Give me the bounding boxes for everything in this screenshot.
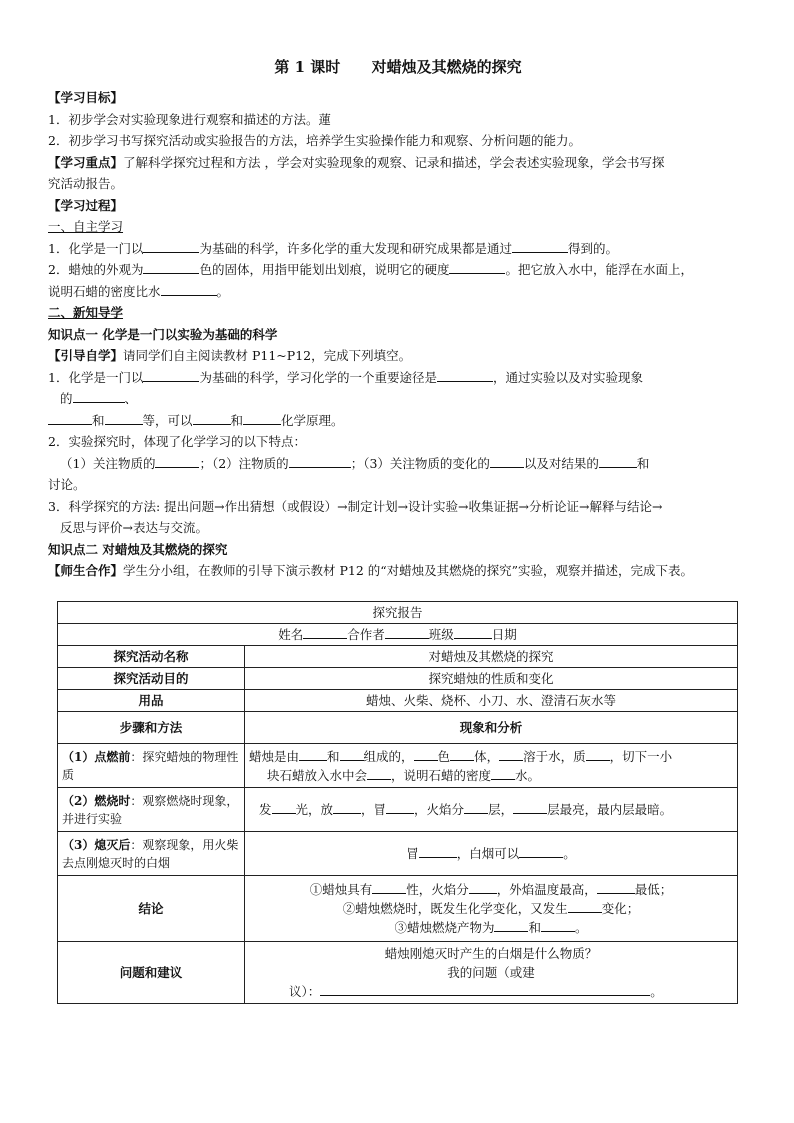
period: 。: [650, 984, 663, 999]
p2-text-d: 以及对结果的: [523, 455, 599, 471]
conc-text: ①蜡烛具有: [309, 882, 373, 897]
q2-text-a: 2．蜡烛的外观为: [48, 262, 144, 277]
activity-name-label: 探究活动名称: [58, 646, 245, 668]
answer-blank[interactable]: [386, 800, 414, 814]
answer-blank[interactable]: [105, 411, 143, 425]
obs-text: 光，放: [295, 802, 334, 817]
p2-text-b: ；（2）注物质的: [199, 455, 289, 471]
report-info-row: [58, 624, 738, 646]
my-question-label: 我的问题（或建: [447, 965, 535, 980]
answer-blank[interactable]: [143, 239, 199, 253]
name-label: 姓名: [278, 627, 304, 642]
answer-blank[interactable]: [541, 918, 575, 932]
obs-text: ，冒: [361, 802, 387, 817]
point-1-cont: [48, 388, 748, 410]
conc-text: ②蜡烛燃烧时，既发生化学变化，又发生: [342, 901, 568, 916]
answer-blank[interactable]: [299, 747, 327, 761]
key-text-1: 了解科学探究过程和方法 ，学会对实验现象的观察、记录和描述，学会表述实验现象，学会书写探: [123, 154, 665, 170]
obs-text: 冒: [406, 846, 419, 861]
question-prompt: 蜡烛刚熄灭时产生的白烟是什么物质？: [384, 946, 598, 961]
class-blank[interactable]: [454, 625, 492, 639]
activity-purpose-value: 探究蜡烛的性质和变化: [245, 668, 738, 690]
answer-blank[interactable]: [161, 282, 217, 296]
steps-header: 步骤和方法: [58, 712, 245, 744]
point-2: 2．实验探究时，体现了化学学习的以下特点：: [48, 434, 306, 449]
section-new-knowledge: 二、新知导学: [48, 305, 124, 320]
worksheet: [48, 56, 748, 582]
inquiry-report-table: [57, 601, 738, 1004]
step-2-observation: [245, 788, 738, 832]
step-2-title: （2）燃烧时: [62, 793, 131, 808]
q2-text-e: 。: [216, 283, 230, 299]
goal-1: 1．初步学会对实验现象进行观察和描述的方法。蓮: [48, 111, 331, 127]
goal-2: 2．初步学习书写探究活动或实验报告的方法，培养学生实验操作能力和观察、分析问题的能力。: [48, 133, 581, 148]
answer-blank[interactable]: [597, 880, 635, 894]
answer-blank[interactable]: [464, 800, 488, 814]
point-2-end: 讨论。: [48, 477, 86, 492]
guide-text: 请同学们自主阅读教材 P11~P12，完成下列填空。: [123, 348, 412, 363]
obs-text: 。: [563, 846, 576, 861]
conc-text: ③蜡烛燃烧产物为: [394, 920, 495, 935]
key-label: 【学习重点】: [48, 154, 124, 170]
conc-text: ，外焰温度最高，: [496, 882, 597, 897]
step-2-text: ：观察燃烧时现象，并进行实验: [62, 793, 239, 826]
step-1-observation: [245, 744, 738, 788]
key-text-2: 究活动报告。: [48, 176, 124, 191]
answer-blank[interactable]: [367, 766, 391, 780]
answer-blank[interactable]: [414, 747, 438, 761]
p2-text-e: 和: [636, 455, 650, 471]
questions-label: 问题和建议: [58, 942, 245, 1004]
answer-blank[interactable]: [289, 454, 351, 468]
answer-blank[interactable]: [568, 899, 602, 913]
obs-text: 层，: [488, 802, 514, 817]
step-3-observation: [245, 832, 738, 876]
obs-text: ，火焰分: [414, 802, 465, 817]
obs-text: 层最亮，最内层最暗。: [547, 802, 673, 817]
obs-text: 水。: [515, 767, 541, 783]
conc-text: 最低；: [634, 882, 673, 897]
point-1: [48, 367, 748, 389]
my-question-line: [249, 982, 733, 1001]
q1-text-a: 1．化学是一门以: [48, 240, 144, 256]
answer-blank[interactable]: [512, 239, 568, 253]
obs-text: ，白烟可以: [456, 846, 520, 861]
conclusion-content: [245, 876, 738, 942]
answer-blank[interactable]: [599, 454, 637, 468]
my-question-input[interactable]: [320, 982, 650, 996]
question-1: [48, 238, 748, 260]
answer-blank[interactable]: [469, 880, 497, 894]
step-3-title: （3）熄灭后: [62, 837, 131, 852]
answer-blank[interactable]: [193, 411, 231, 425]
conc-text: 和: [528, 920, 541, 935]
activity-name-value: 对蜡烛及其燃烧的探究: [245, 646, 738, 668]
report-header: 探究报告: [58, 602, 738, 624]
p1-text-b: 为基础的科学，学习化学的一个重要途径是: [199, 369, 437, 385]
step-3-text: ：观察现象，用火柴去点刚熄灭时的白烟: [62, 837, 239, 870]
point-3: 3．科学探究的方法: 提出问题→作出猜想（或假设）→制定计划→设计实验→收集证据→分析论证→解释与结论→: [48, 498, 663, 514]
section-self-study: 一、自主学习: [48, 219, 124, 234]
step-2: [58, 788, 245, 832]
guide-label: 【引导自学】: [48, 348, 124, 363]
obs-text: 色: [437, 748, 451, 764]
point-2-items: [48, 453, 748, 475]
q1-text-b: 为基础的科学，许多化学的重大发现和研究成果都是通过: [199, 240, 512, 256]
knowledge-point-2: 知识点二 对蜡烛及其燃烧的探究: [48, 541, 228, 557]
class-label: 班级: [428, 627, 454, 642]
answer-blank[interactable]: [449, 260, 505, 274]
key-points: [48, 152, 748, 174]
my-question-label-end: 议）：: [289, 984, 321, 999]
q2-text-d: 说明石蜡的密度比水: [48, 283, 161, 299]
question-2: [48, 259, 748, 281]
answer-blank[interactable]: [513, 800, 547, 814]
obs-text: 体，: [474, 748, 500, 764]
question-2-cont: [48, 281, 748, 303]
q2-text-c: 。把它放入水中，能浮在水面上，: [505, 262, 693, 277]
answer-blank[interactable]: [499, 747, 523, 761]
questions-content: [245, 942, 738, 1004]
conclusion-label: 结论: [58, 876, 245, 942]
partner-blank[interactable]: [385, 625, 429, 639]
date-label: 日期: [491, 627, 517, 642]
teacher-student-cooperation: [48, 560, 748, 582]
p1-text-f: 和: [92, 412, 105, 428]
conc-text: 变化；: [601, 901, 640, 916]
point-3-cont: 反思与评价→表达与交流。: [60, 520, 208, 535]
p1-text-i: 化学原理。: [281, 412, 344, 428]
p1-text-g: 等，可以: [142, 412, 193, 428]
point-1-cont-2: [48, 410, 748, 432]
name-blank[interactable]: [303, 625, 347, 639]
conc-text: 。: [575, 920, 588, 935]
answer-blank[interactable]: [494, 918, 528, 932]
answer-blank[interactable]: [437, 368, 493, 382]
q1-text-c: 得到的。: [567, 240, 618, 256]
answer-blank[interactable]: [155, 454, 199, 468]
answer-blank[interactable]: [272, 800, 296, 814]
answer-blank[interactable]: [243, 411, 281, 425]
knowledge-point-1: 知识点一 化学是一门以实验为基础的科学: [48, 326, 278, 342]
obs-text: 发: [259, 802, 272, 817]
answer-blank[interactable]: [372, 880, 406, 894]
q2-text-b: 色的固体，用指甲能划出划痕，说明它的硬度: [199, 262, 450, 277]
guide-self-study: [48, 345, 748, 367]
obs-text: ，说明石蜡的密度: [391, 767, 492, 783]
materials-value: 蜡烛、火柴、烧杯、小刀、水、澄清石灰水等: [245, 690, 738, 712]
p1-text-a: 1．化学是一门以: [48, 369, 144, 385]
step-3: [58, 832, 245, 876]
p1-text-e: 、: [124, 391, 138, 406]
answer-blank[interactable]: [143, 260, 199, 274]
obs-text: 和: [327, 748, 340, 764]
conc-text: 性，火焰分: [406, 882, 469, 897]
answer-blank[interactable]: [48, 411, 92, 425]
materials-label: 用品: [58, 690, 245, 712]
obs-text: 溶于水，质: [523, 748, 586, 764]
page-title: 第 1 课时 对蜡烛及其燃烧的探究: [274, 58, 522, 76]
partner-label: 合作者: [347, 627, 385, 642]
answer-blank[interactable]: [419, 844, 457, 858]
obs-text: 蜡烛是由: [249, 748, 300, 764]
answer-blank[interactable]: [586, 747, 610, 761]
step-1: [58, 744, 245, 788]
process-header: 【学习过程】: [48, 197, 124, 213]
p2-text-c: ；（3）关注物质的变化的: [350, 455, 490, 471]
goals-header: 【学习目标】: [48, 90, 124, 105]
answer-blank[interactable]: [333, 800, 361, 814]
obs-text: 组成的，: [363, 748, 414, 764]
obs-text: 块石蜡放入水中会: [267, 767, 368, 783]
answer-blank[interactable]: [143, 368, 199, 382]
p1-text-h: 和: [230, 412, 244, 428]
answer-blank[interactable]: [450, 747, 474, 761]
activity-purpose-label: 探究活动目的: [58, 668, 245, 690]
answer-blank[interactable]: [73, 389, 125, 403]
p1-text-c: ，通过实验以及对实验现象: [492, 369, 643, 385]
answer-blank[interactable]: [491, 766, 515, 780]
coop-text: 学生分小组，在教师的引导下演示教材 P12 的“对蜡烛及其燃烧的探究”实验，观察并描述，完成下表。: [123, 563, 694, 578]
phenomena-header: 现象和分析: [245, 712, 738, 744]
answer-blank[interactable]: [519, 844, 563, 858]
p2-text-a: （1）关注物质的: [60, 455, 156, 471]
p1-text-d: 的: [60, 391, 73, 406]
answer-blank[interactable]: [340, 747, 364, 761]
obs-text: ，切下一小: [609, 748, 673, 764]
step-1-text: ：探究蜡烛的物理性质: [62, 749, 239, 782]
step-1-title: （1）点燃前: [62, 749, 131, 764]
answer-blank[interactable]: [490, 454, 524, 468]
coop-label: 【师生合作】: [48, 563, 124, 578]
